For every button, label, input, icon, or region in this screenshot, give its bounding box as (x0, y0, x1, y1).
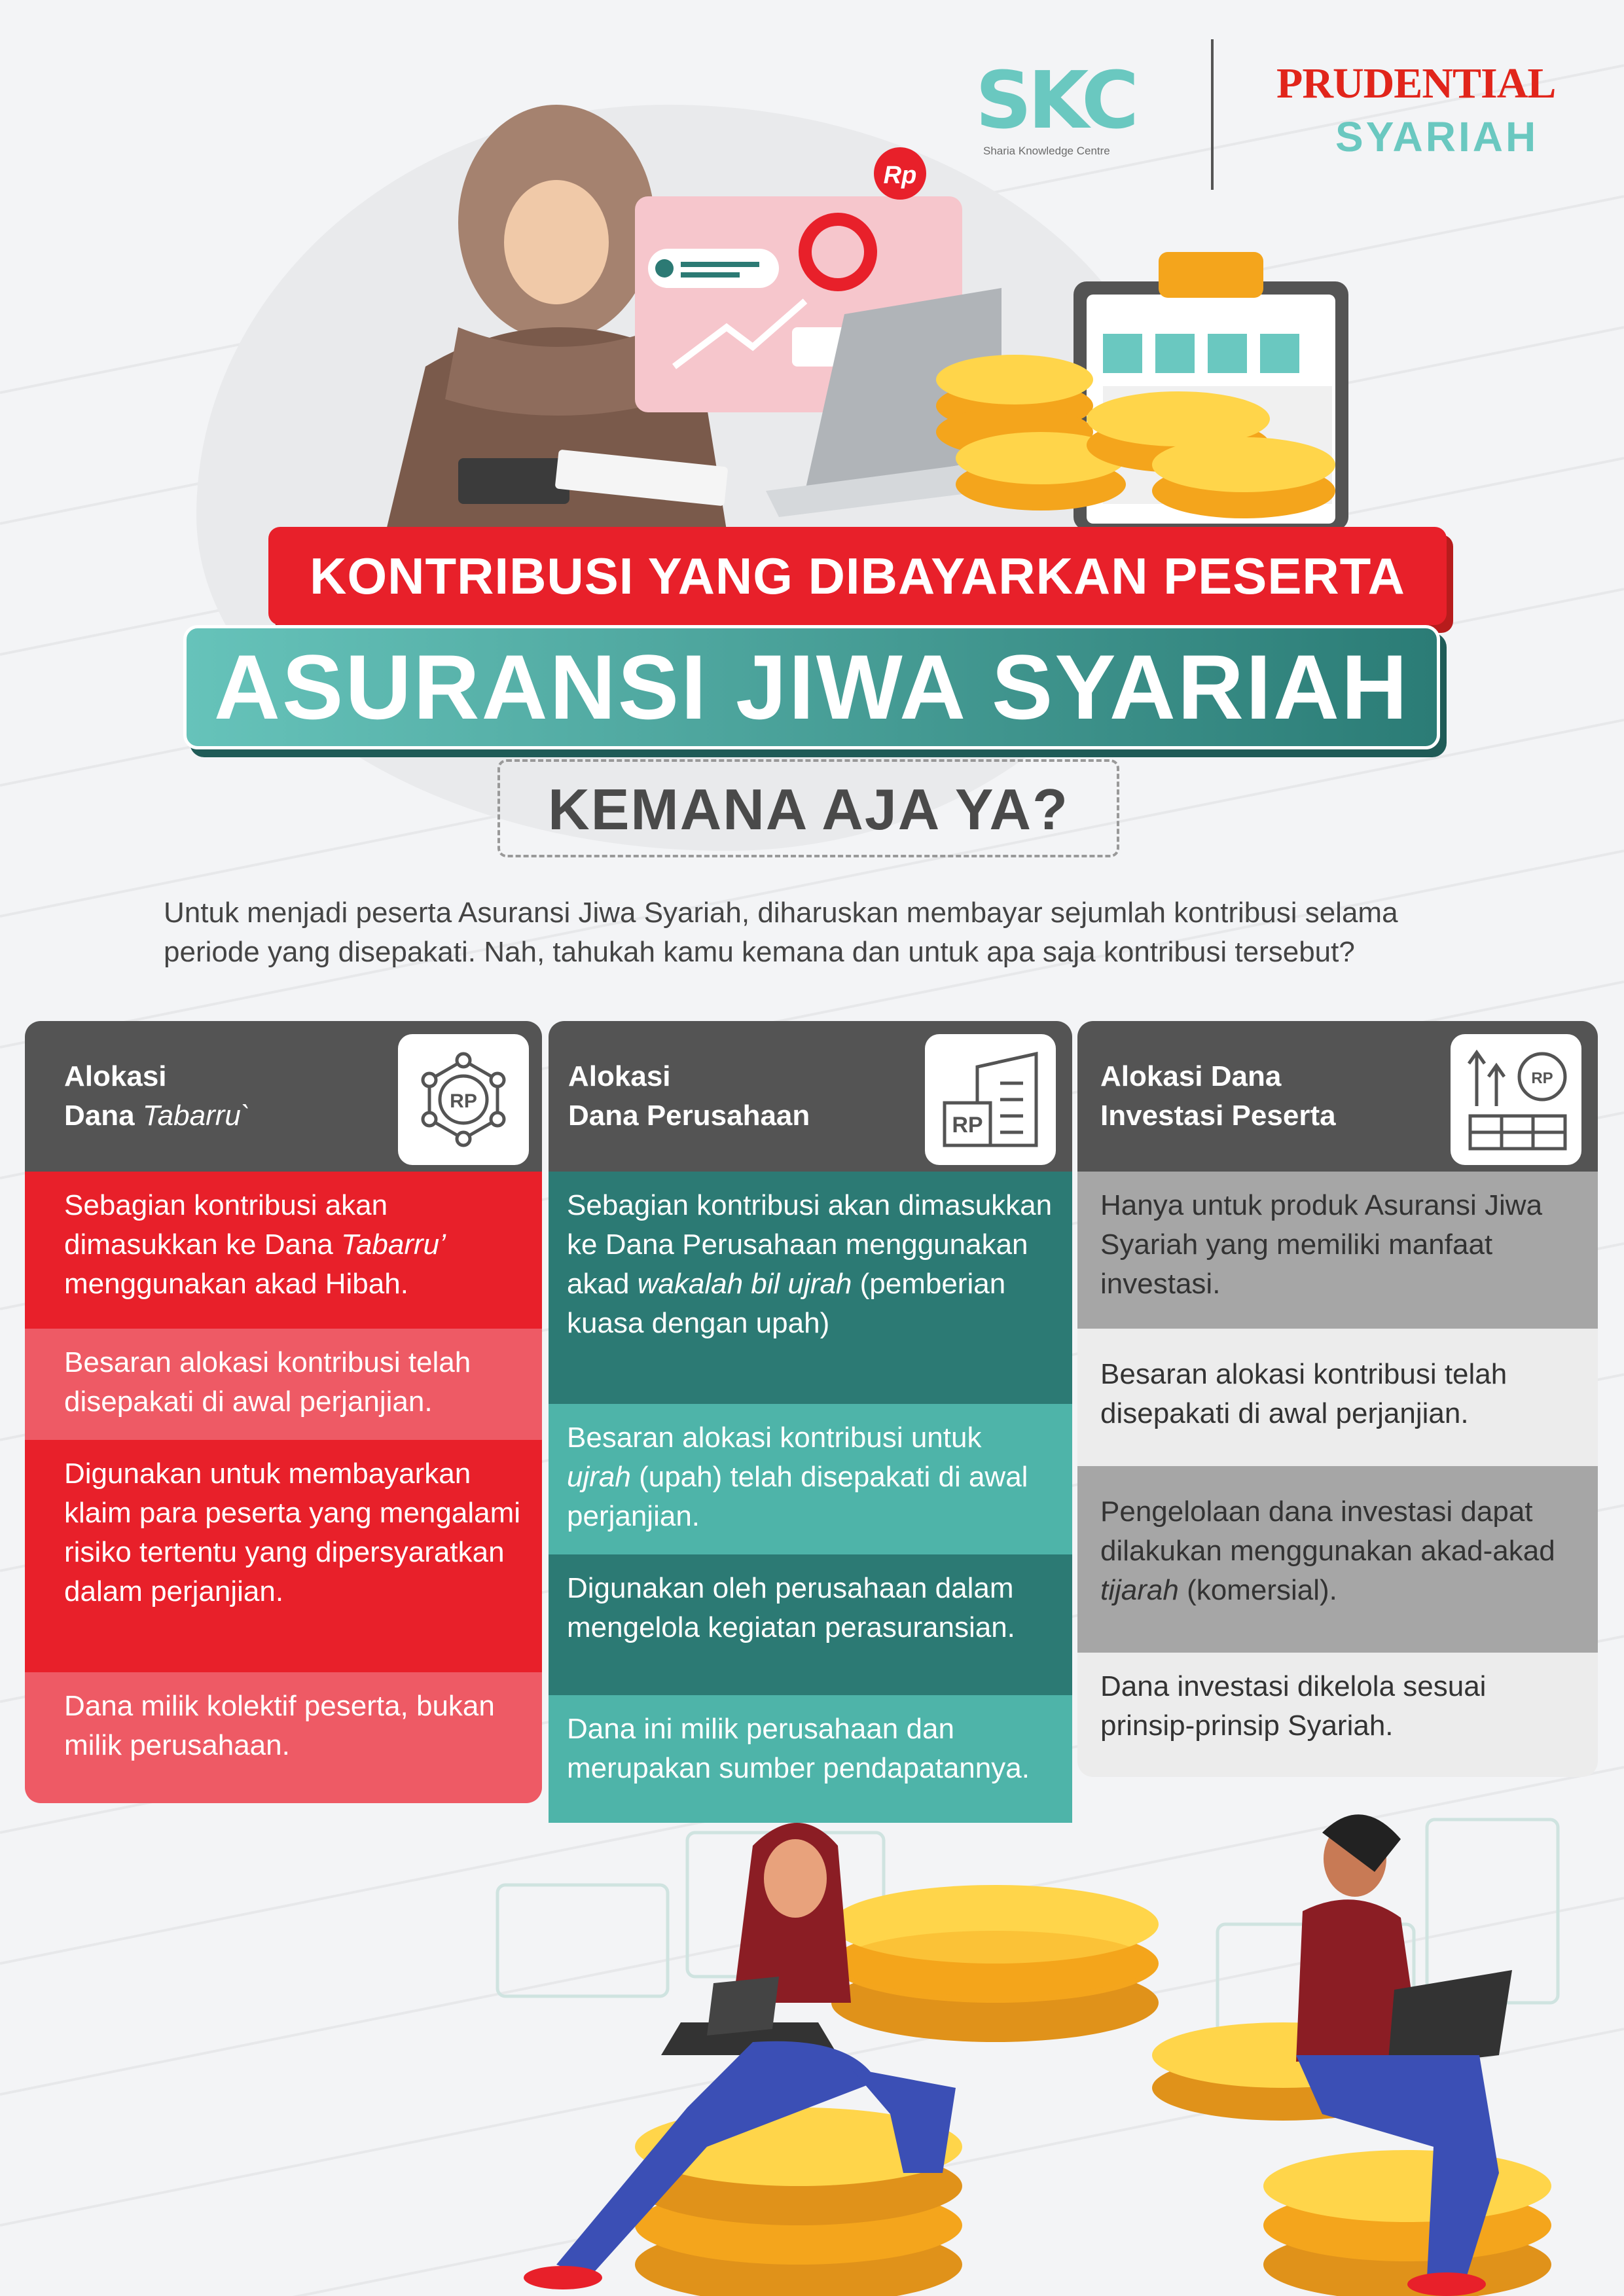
tabarru-cell-1: Sebagian kontribusi akan dimasukkan ke Dana Tabarru’ menggunakan akad Hibah. (25, 1172, 542, 1329)
title-line-3: KEMANA AJA YA? (548, 777, 1069, 842)
tabarru-cell-3: Digunakan untuk membayarkan klaim para peserta yang mengalami risiko tertentu yang dipersyaratkan dalam perjanjian. (25, 1440, 542, 1672)
rp-network-icon (398, 1034, 529, 1165)
investasi-cell-2: Besaran alokasi kontribusi telah disepakati di awal perjanjian. (1077, 1329, 1598, 1466)
investasi-cell-1: Hanya untuk produk Asuransi Jiwa Syariah yang memiliki manfaat investasi. (1077, 1172, 1598, 1329)
perusahaan-cell-2: Besaran alokasi kontribusi untuk ujrah (upah) telah disepakati di awal perjanjian. (549, 1404, 1072, 1554)
svg-text:RP: RP (450, 1090, 477, 1112)
perusahaan-cell-1: Sebagian kontribusi akan dimasukkan ke Dana Perusahaan menggunakan akad wakalah bil ujrah (pemberian kuasa dengan upah) (549, 1172, 1072, 1404)
hero-illustration (308, 92, 1355, 530)
prudential-logo-sub: SYARIAH (1335, 113, 1539, 160)
bottom-illustration (0, 1806, 1624, 2296)
investasi-cell-3: Pengelolaan dana investasi dapat dilakukan menggunakan akad-akad tijarah (komersial). (1077, 1466, 1598, 1653)
perusahaan-cell-4: Dana ini milik perusahaan dan merupakan sumber pendapatannya. (549, 1695, 1072, 1823)
svg-text:RP: RP (1531, 1069, 1553, 1087)
tabarru-cell-2: Besaran alokasi kontribusi telah disepakati di awal perjanjian. (25, 1329, 542, 1440)
column-header (1077, 1021, 1598, 1172)
investasi-cell-4: Dana investasi dikelola sesuai prinsip-prinsip Syariah. (1077, 1653, 1598, 1777)
title-banner-teal (183, 625, 1440, 749)
skc-logo-caption: Sharia Knowledge Centre (983, 145, 1110, 157)
intro-paragraph: Untuk menjadi peserta Asuransi Jiwa Syariah, diharuskan membayar sejumlah kontribusi selama periode yang disepakati. Nah, tahukah kamu kemana dan untuk apa saja kontribusi tersebut? (164, 897, 1398, 968)
title-line-1: KONTRIBUSI YANG DIBAYARKAN PESERTA (310, 547, 1405, 605)
column-header-text: Alokasi Dana Tabarru` (64, 1060, 251, 1132)
investment-growth-icon (1451, 1034, 1581, 1165)
title-banner-red (268, 527, 1447, 625)
skc-logo-letters: SKC (975, 56, 1136, 147)
column-header-text: Alokasi Dana Investasi Peserta (1100, 1060, 1336, 1132)
subtitle-dashed-box (497, 759, 1119, 857)
company-building-icon (925, 1034, 1056, 1165)
svg-text:RP: RP (952, 1113, 983, 1138)
prudential-logo-name: PRUDENTIAL (1276, 60, 1556, 107)
column-header (25, 1021, 542, 1172)
column-header-text: Alokasi Dana Perusahaan (568, 1060, 810, 1132)
rp-badge-text: Rp (883, 162, 917, 189)
perusahaan-cell-3: Digunakan oleh perusahaan dalam mengelola kegiatan perasuransian. (549, 1554, 1072, 1695)
column-header (549, 1021, 1072, 1172)
title-line-2: ASURANSI JIWA SYARIAH (213, 636, 1410, 738)
tabarru-cell-4: Dana milik kolektif peserta, bukan milik perusahaan. (25, 1672, 542, 1803)
